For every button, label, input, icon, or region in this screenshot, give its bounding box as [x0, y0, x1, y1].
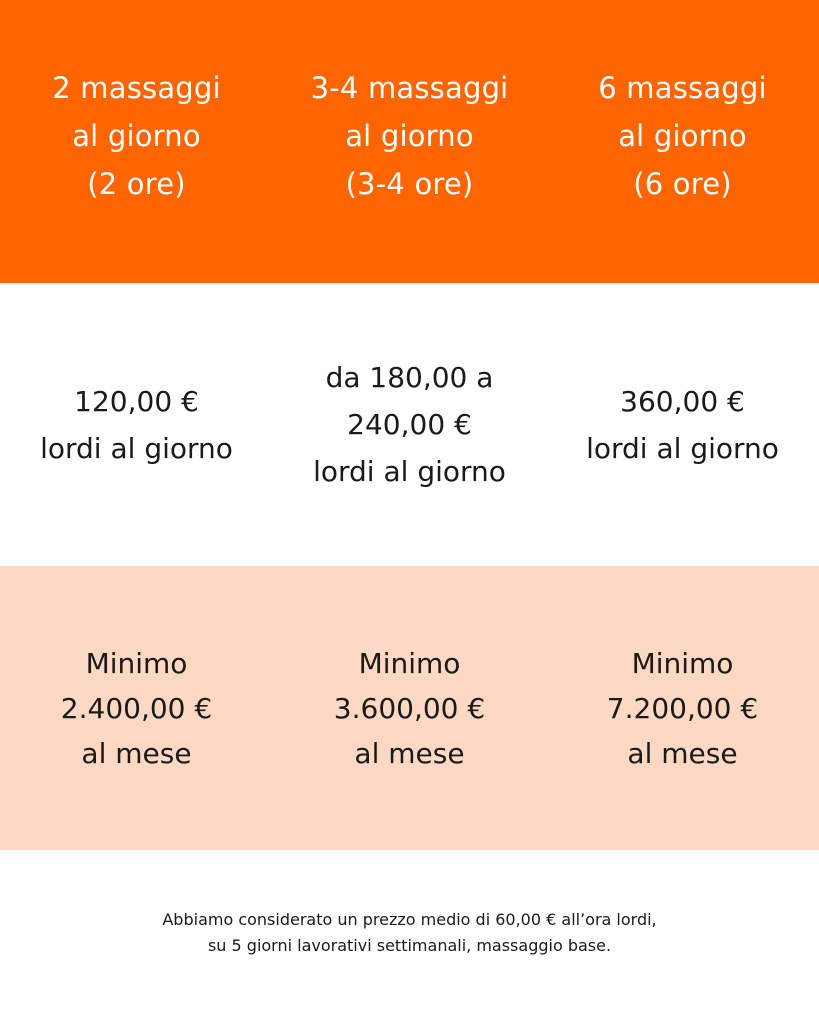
monthly-amount: 3.600,00 €	[333, 691, 486, 725]
header-subtitle: al giorno	[345, 119, 474, 153]
header-cell-2-massages	[0, 0, 273, 283]
monthly-cell-3-4-massages	[273, 566, 546, 850]
header-band	[0, 0, 819, 283]
monthly-amount: 7.200,00 €	[606, 691, 759, 725]
header-hours: (6 ore)	[633, 167, 732, 201]
header-cell-6-massages	[546, 0, 819, 283]
monthly-earnings-band	[0, 566, 819, 850]
monthly-cell-6-massages	[546, 566, 819, 850]
daily-cell-3-4-massages	[273, 283, 546, 566]
daily-earnings-band	[0, 283, 819, 566]
header-title: 3-4 massaggi	[310, 71, 509, 105]
daily-cell-2-massages	[0, 283, 273, 566]
monthly-cell-2-massages	[0, 566, 273, 850]
monthly-prefix: Minimo	[85, 646, 188, 680]
daily-cell-6-massages	[546, 283, 819, 566]
header-title: 2 massaggi	[52, 71, 221, 105]
monthly-label: al mese	[354, 736, 465, 770]
header-title: 6 massaggi	[598, 71, 767, 105]
daily-label: lordi al giorno	[586, 431, 779, 465]
footnote	[0, 907, 819, 959]
monthly-prefix: Minimo	[631, 646, 734, 680]
header-subtitle: al giorno	[72, 119, 201, 153]
monthly-label: al mese	[627, 736, 738, 770]
daily-amount: 360,00 €	[620, 384, 745, 418]
daily-label: lordi al giorno	[40, 431, 233, 465]
header-subtitle: al giorno	[618, 119, 747, 153]
daily-amount-range-start: da 180,00 a	[325, 361, 494, 394]
daily-amount-range-end: 240,00 €	[347, 408, 472, 441]
header-cell-3-4-massages	[273, 0, 546, 283]
monthly-label: al mese	[81, 736, 192, 770]
monthly-prefix: Minimo	[358, 646, 461, 680]
monthly-amount: 2.400,00 €	[60, 691, 213, 725]
daily-amount: 120,00 €	[74, 384, 199, 418]
footnote-line-2: su 5 giorni lavorativi settimanali, massaggio base.	[207, 936, 612, 955]
footnote-line-1: Abbiamo considerato un prezzo medio di 60,00 € all’ora lordi,	[162, 910, 657, 929]
header-hours: (2 ore)	[87, 167, 186, 201]
daily-label: lordi al giorno	[313, 455, 506, 488]
header-hours: (3-4 ore)	[345, 167, 474, 201]
